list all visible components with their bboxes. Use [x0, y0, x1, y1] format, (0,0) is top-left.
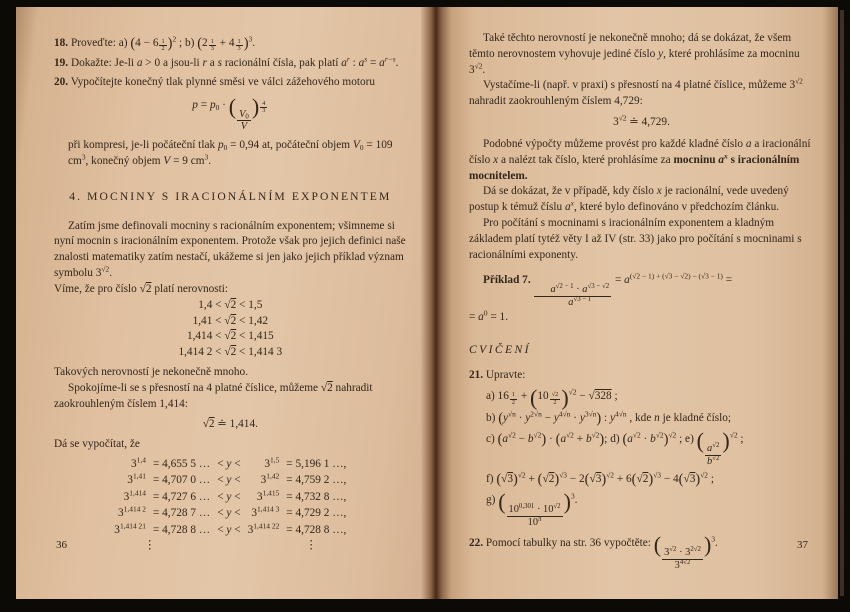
table-cell: < y < — [217, 523, 241, 536]
table-cell: = 4,655 5 … — [152, 458, 211, 471]
paragraph: Takových nerovností je nekonečně mnoho. — [54, 365, 249, 378]
example-7-formula: Příklad 7. $\frac{a^{√2 - 1} \cdot a^{√3 - √2}}{a^{√3 - 1}}$ = $a^{(√2 - 1) + (√3 - √2) - (√3 - 1)}$ = — [482, 271, 733, 308]
inequality-line: 1,414 < √2 < 1,415 — [186, 330, 274, 343]
table-cell: 3$^{1,414}$ — [123, 488, 146, 503]
powers-table — [54, 456, 407, 538]
table-cell: = 5,196 1 …, — [286, 458, 347, 471]
exercises-heading: CVIČENÍ — [468, 343, 531, 357]
paragraph: Podobné výpočty můžeme provést pro každé kladné číslo a a iracionální číslo x a nalézt tak číslo, které prohlásíme za mocninu $a^x$ s iracionálním mocnitelem. — [468, 137, 811, 182]
page-number-left: 36 — [56, 538, 67, 551]
table-cell: = 4,707 0 … — [152, 474, 211, 487]
table-cell: = 4,759 2 …, — [286, 474, 347, 487]
table-cell: < y < — [217, 474, 241, 487]
vertical-ellipsis: ⋮ — [305, 538, 317, 551]
open-book — [16, 7, 838, 599]
example-7-result: = $a^0 = 1$. — [468, 308, 509, 324]
sqrt2-approx-formula: √2 ≐ 1,414. — [202, 418, 258, 431]
table-cell: $3^{1,414 21}$ — [114, 520, 146, 536]
table-cell: $3^{1,414 22}$ — [247, 520, 280, 536]
table-cell: 3$^{1,415}$ — [256, 488, 280, 503]
page-left-36 — [16, 7, 421, 599]
table-cell: 3$^{1,41}$ — [127, 471, 146, 487]
table-cell: 3$^{1,4}$ — [131, 455, 146, 471]
exercise-21b: b) $(y^{√n} \cdot y^{2√n} - y^{4√n} \cdot y^{3√n})$ : $y^{4√n}$ , kde n je kladné číslo; — [485, 409, 732, 427]
exercise-19: 19. Dokažte: Je-li a > 0 a jsou-li r a s racionální čísla, pak platí $a^r$ : $a^s = a^{r-s}$. — [54, 54, 399, 70]
table-cell: = 4,728 8 … — [152, 523, 211, 536]
exercise-21: 21. Upravte: — [468, 369, 526, 382]
exercise-20-note: při kompresi, je-li počáteční tlak $p_0 = 0,94$ at, počáteční objem $V_0 = 109$ $cm^3$, konečný objem V = 9 $cm^3$. — [68, 138, 393, 167]
section-heading: 4. MOCNINY S IRACIONÁLNÍM EXPONENTEM — [69, 190, 392, 204]
paragraph: Pro počítání s mocninami s iracionálním exponentem a kladným základem platí tytéž věty I až IV (str. 33) jako pro počítání s mocninami s racionálními exponenty. — [468, 216, 802, 261]
book-gutter — [421, 7, 451, 599]
paragraph: Dá se dokázat, že v případě, kdy číslo x je racionální, vede uvedený postup k témuž číslu $a^x$, které bylo definováno v předchozím článku. — [468, 185, 789, 214]
power-approx-formula: $3^{√2}$ ≐ 4,729. — [613, 113, 670, 129]
table-cell: = 4,728 7 … — [152, 507, 211, 520]
exercise-20: 20. Vypočítejte konečný tlak plynné směsi ve válci zážehového motoru — [54, 75, 376, 88]
exercise-21a: a) 16 $\frac{1}{2}$ + (10 $\frac{√2}{2}$ )$^{√2}$ − √328 ; — [485, 385, 618, 411]
table-cell: < y < — [217, 507, 241, 520]
inequality-line: 1,41 < √2 < 1,42 — [192, 314, 269, 327]
exercise-21f: f) $(√3)^{√2} + (√2)^{√3} - 2(√3)^{√2} + 6(√2)^{√3} - 4(√3)^{√2}$ ; — [485, 470, 714, 488]
inequality-line: 1,414 2 < √2 < 1,414 3 — [178, 346, 283, 359]
exercise-20-formula: $p = p_0$ · ( $\frac{V_0}{V}$ ) $\frac{4}{3}$ — [192, 93, 266, 133]
page-stack-edge — [840, 10, 844, 596]
paragraph: Spokojíme-li se s přesností na 4 platné číslice, můžeme √2 nahradit zaokrouhleným číslem 1,414: — [54, 381, 373, 410]
page-right-37 — [451, 7, 838, 599]
table-cell: 3$^{1,5}$ — [264, 455, 280, 471]
paragraph: Vystačíme-li (např. v praxi) s přesností na 4 platné číslice, můžeme $3^{√2}$ nahradit zaokrouhleným číslem 4,729: — [468, 76, 803, 108]
table-cell: $3^{1,414 2}$ — [118, 504, 146, 520]
exercise-18: 18. Proveďte: a) (4 − 6 $\frac{1}{2}$ )$^2$ ; b) (2 $\frac{1}{3}$ + 4 $\frac{1}{3}$ )$^3$. — [54, 34, 256, 53]
paragraph: Zatím jsme definovali mocniny s racionálním exponentem; všimneme si nyní mocnin s iracionálním exponentem. Protože však pro jejich definici naše znalosti matematiky zatím nestačí, ukážeme si jen jako jejich příklad význam symbolu $3^{√2}$. — [54, 219, 406, 280]
table-cell: < y < — [217, 458, 241, 471]
inequality-line: 1,4 < √2 < 1,5 — [198, 298, 263, 311]
table-cell: = 4,732 8 …, — [286, 490, 347, 503]
table-cell: 3$^{1,42}$ — [260, 471, 280, 487]
paragraph: Dá se vypočítat, že — [54, 438, 140, 451]
continuation-dots — [54, 540, 407, 552]
table-cell: = 4,728 8 …, — [286, 523, 347, 536]
table-cell: $3^{1,414 3}$ — [251, 504, 280, 520]
table-cell: < y < — [217, 490, 241, 503]
table-cell: = 4,727 6 … — [152, 490, 211, 503]
page-number-right: 37 — [797, 538, 808, 551]
exercise-22: 22. Pomocí tabulky na str. 36 vypočtěte: ( $\frac{3^{√2} \cdot 3^{2√2}}{3^{4√2}}$ )$^3$. — [468, 532, 718, 571]
table-cell: = 4,729 2 …, — [286, 507, 347, 520]
exercise-21cde: c) $(a^{√2} - b^{√2}) \cdot (a^{√2} + b^{√2})$; d) $(a^{√2} \cdot b^{√2})^{√2}$ ; e) ( $\frac{a^{√2}}{b^{√2}}$ )$^{√2}$ ; — [485, 428, 744, 467]
paragraph: Také těchto nerovností je nekonečně mnoho; dá se dokázat, že všem těmto nerovnostem vyhovuje jediné číslo y, které prohlásíme za mocninu $3^{√2}$. — [468, 32, 800, 76]
paragraph: Víme, že pro číslo √2 platí nerovnosti: — [54, 282, 229, 295]
vertical-ellipsis: ⋮ — [144, 538, 156, 551]
exercise-21g: g) ( $\frac{10^{0,301} \cdot 10^{√2}}{10^\pi}$ )$^3$. — [485, 489, 578, 528]
